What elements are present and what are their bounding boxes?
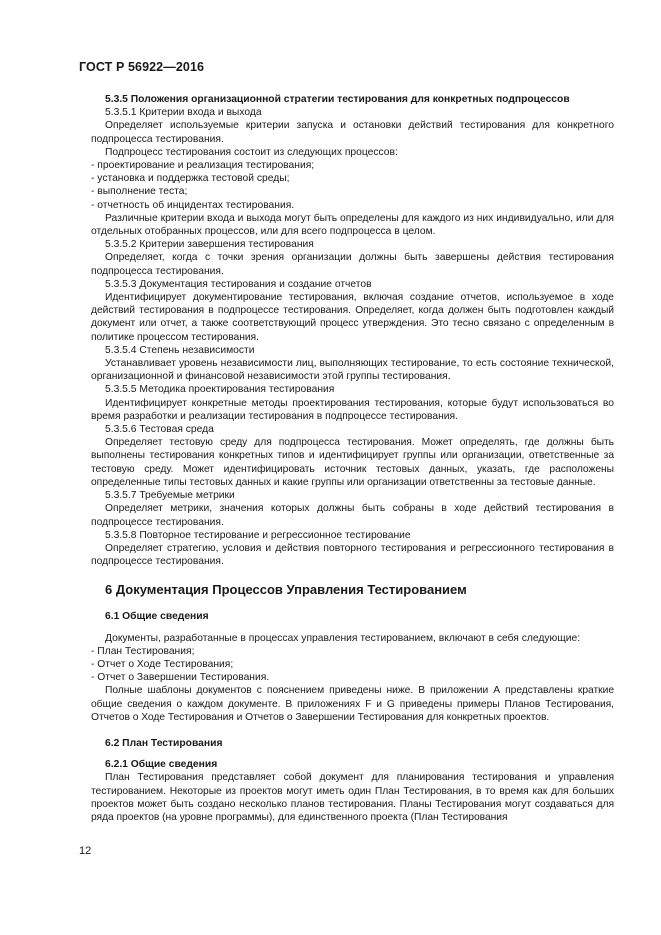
page-content xyxy=(91,93,614,824)
list-item: - проектирование и реализация тестирования; xyxy=(91,160,315,172)
paragraph: Определяет метрики, значения которых должны быть собраны в ходе действий тестирования в подпроцессе тестирования. xyxy=(91,503,614,528)
subsection-title: 5.3.5.3 Документация тестирования и создание отчетов xyxy=(105,278,372,290)
paragraph: Устанавливает уровень независимости лиц, выполняющих тестирование, то есть состояние технической, организационной и финансовой независимости этой группы тестирования. xyxy=(91,358,614,383)
list-item: - установка и поддержка тестовой среды; xyxy=(91,173,290,185)
paragraph: Полные шаблоны документов с пояснением приведены ниже. В приложении А представлены краткие общие сведения о каждом документе. В приложениях F и G приведены примеры Планов Тестирования, Отчетов о Ходе Тестирования и Отчетов о Завершении Тестирования для конкретных проектов. xyxy=(91,685,614,723)
paragraph: Подпроцесс тестирования состоит из следующих процессов: xyxy=(105,146,398,158)
paragraph: Определяет тестовую среду для подпроцесса тестирования. Может определять, где должны быть выполнены тестирования конкретных типов и идентифицирует группы или организации, ответственные за тестовую среду. Может идентифицировать источник тестовых данных, указать, где расположены определенные типы тестовых данных и какие группы или организации ответственны за тестовые данные. xyxy=(91,437,614,488)
list-item: - Отчет о Ходе Тестирования; xyxy=(91,658,234,670)
list-item: - Отчет о Завершении Тестирования. xyxy=(91,672,270,684)
subsection-title: 5.3.5.4 Степень независимости xyxy=(105,344,255,356)
section-5-3-5-title: 5.3.5 Положения организационной стратегии тестирования для конкретных подпроцессов xyxy=(105,94,570,105)
subsection-title: 5.3.5.1 Критерии входа и выхода xyxy=(105,107,262,119)
paragraph: Определяет стратегию, условия и действия повторного тестирования и регрессионного тестирования в подпроцессе тестирования. xyxy=(91,542,614,568)
subsection-title: 5.3.5.2 Критерии завершения тестирования xyxy=(105,239,314,251)
paragraph: План Тестирования представляет собой документ для планирования тестирования и управления тестированием. Некоторые из проектов могут иметь один План Тестирования, в то время как для больших проектов может быть создано несколько планов тестирования. Планы Тестирования могут создаваться для ряда проектов (на уровне программы), для единственного проекта (План Тестирования xyxy=(91,772,614,823)
paragraph: Определяет используемые критерии запуска и остановки действий тестирования для конкретного подпроцесса тестирования. xyxy=(91,120,614,145)
section-6-2-1-title: 6.2.1 Общие сведения xyxy=(105,759,218,771)
subsection-title: 5.3.5.5 Методика проектирования тестирования xyxy=(105,384,335,396)
list-item: - выполнение теста; xyxy=(91,186,188,198)
section-6-2-title: 6.2 План Тестирования xyxy=(105,737,223,749)
paragraph: Определяет, когда с точки зрения организации должны быть завершены действия тестирования подпроцесса тестирования. xyxy=(91,252,614,277)
paragraph: Различные критерии входа и выхода могут быть определены для каждого из них индивидуально, или для отдельных отобранных процессов, или для всего подпроцесса в целом. xyxy=(91,212,614,238)
list-item: - План Тестирования; xyxy=(91,645,195,657)
paragraph: Идентифицирует документирование тестирования, включая создание отчетов, используемое в ходе действий тестирования в подпроцессе тестирования. Определяет, когда должен быть подготовлен каждый документ или отчет, а также соответствующий процесс утверждения. Это тесно связано с определенным в политике процессом тестирования. xyxy=(91,292,614,343)
section-6-title: 6 Документация Процессов Управления Тестированием xyxy=(105,582,467,598)
subsection-title: 5.3.5.8 Повторное тестирование и регрессионное тестирование xyxy=(105,529,411,541)
paragraph: Идентифицирует конкретные методы проектирования тестирования, которые будут использоваться во время разработки и реализации тестирования в подпроцессе тестирования. xyxy=(91,397,614,422)
subsection-title: 5.3.5.7 Требуемые метрики xyxy=(105,490,235,502)
section-6-1-title: 6.1 Общие сведения xyxy=(105,611,209,623)
subsection-title: 5.3.5.6 Тестовая среда xyxy=(105,424,214,436)
list-item: - отчетность об инцидентах тестирования. xyxy=(91,199,295,211)
paragraph: Документы, разработанные в процессах управления тестированием, включают в себя следующие: xyxy=(105,632,581,644)
document-header: ГОСТ Р 56922—2016 xyxy=(79,60,205,74)
page-number: 12 xyxy=(79,845,92,857)
